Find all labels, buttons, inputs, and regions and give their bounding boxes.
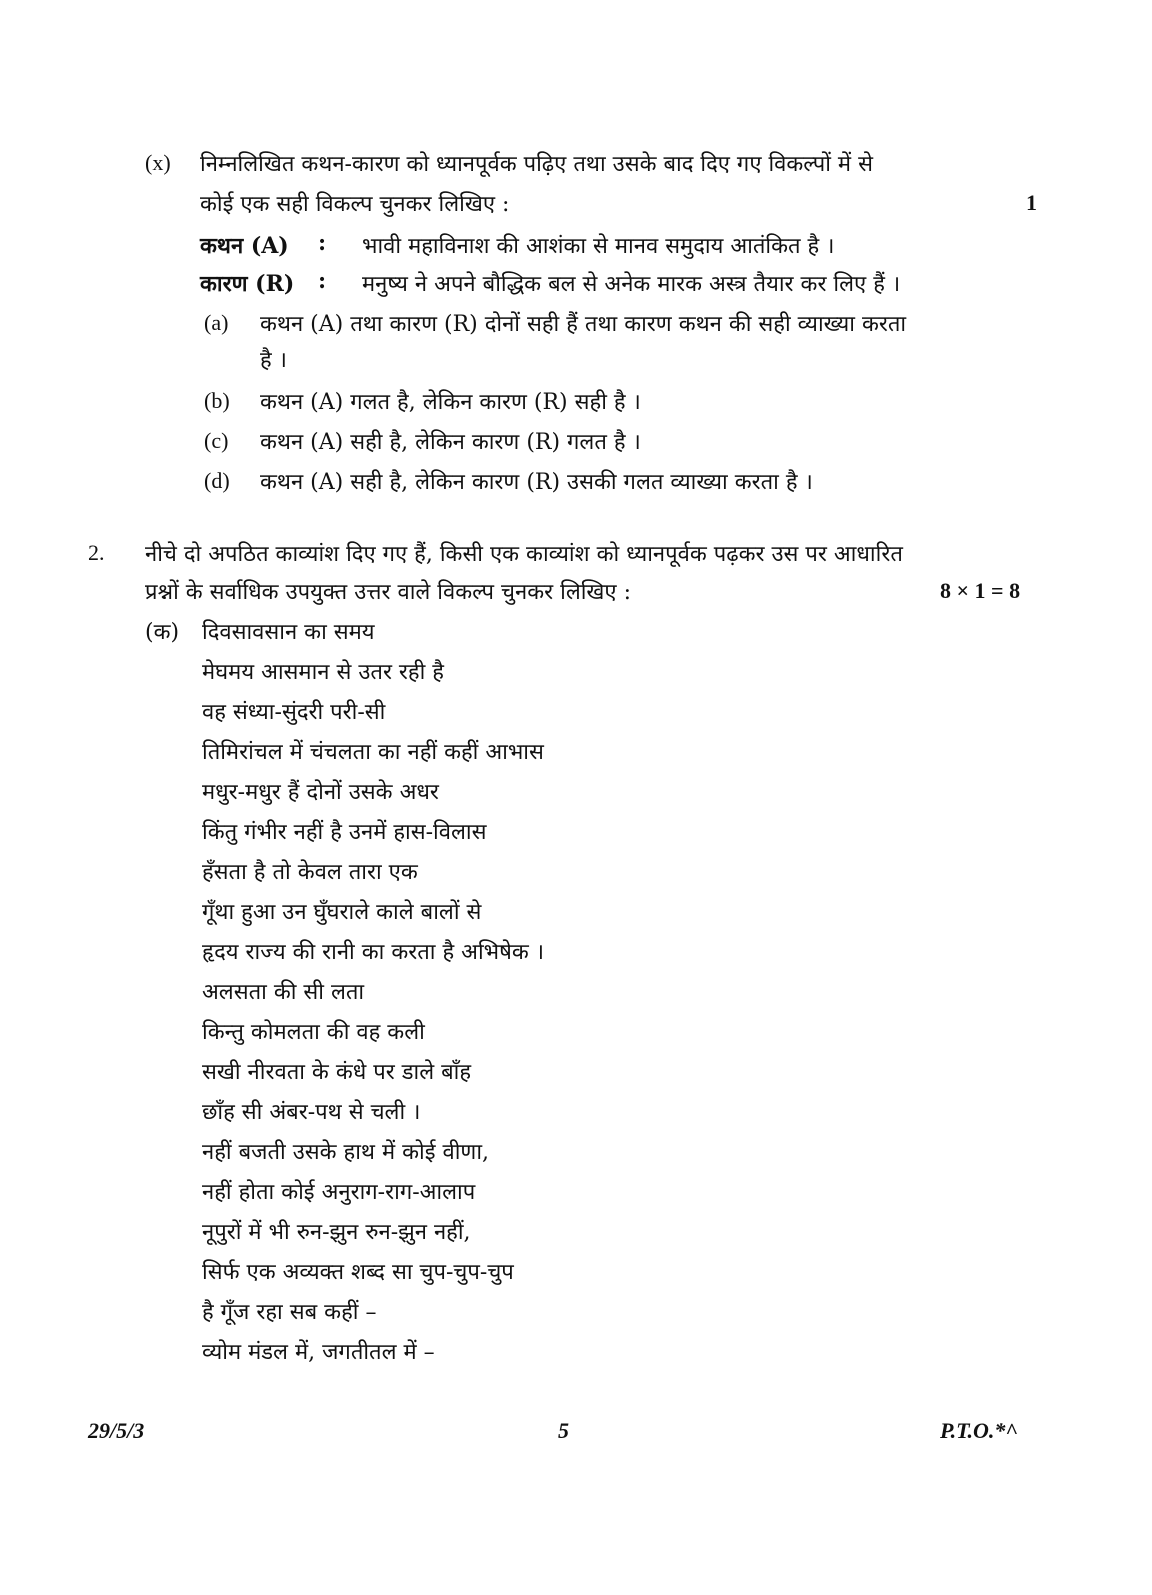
part-label: (क) — [145, 620, 180, 645]
poem-line: गूँथा हुआ उन घुँघराले काले बालों से — [202, 900, 482, 925]
option-text: कथन (A) सही है, लेकिन कारण (R) गलत है । — [260, 430, 641, 455]
assertion-text: भावी महाविनाश की आशंका से मानव समुदाय आतंकित है । — [362, 234, 835, 259]
poem-line: छाँह सी अंबर-पथ से चली । — [202, 1100, 421, 1125]
reason-label: कारण (R) — [200, 271, 295, 297]
question-instruction-line2: प्रश्नों के सर्वाधिक उपयुक्त उत्तर वाले विकल्प चुनकर लिखिए : — [145, 580, 631, 605]
poem-line: सखी नीरवता के कंधे पर डाले बाँह — [202, 1060, 472, 1085]
question-instruction-line1: निम्नलिखित कथन-कारण को ध्यानपूर्वक पढ़िए तथा उसके बाद दिए गए विकल्पों में से — [200, 152, 873, 177]
question-marks: 8 × 1 = 8 — [940, 578, 1021, 603]
poem-line: दिवसावसान का समय — [202, 620, 375, 645]
option-label: (c) — [204, 428, 229, 453]
poem-line: हृदय राज्य की रानी का करता है अभिषेक । — [202, 940, 545, 965]
option-label: (d) — [204, 468, 230, 493]
reason-text: मनुष्य ने अपने बौद्धिक बल से अनेक मारक अस्त्र तैयार कर लिए हैं । — [362, 272, 901, 297]
poem-line: व्योम मंडल में, जगतीतल में – — [202, 1340, 435, 1365]
question-number: (x) — [145, 150, 171, 175]
poem-line: किन्तु कोमलता की वह कली — [202, 1020, 425, 1045]
option-label: (a) — [204, 310, 229, 335]
poem-line: नहीं होता कोई अनुराग-राग-आलाप — [202, 1180, 476, 1205]
poem-line: नूपुरों में भी रुन-झुन रुन-झुन नहीं, — [202, 1220, 471, 1245]
poem-line: मधुर-मधुर हैं दोनों उसके अधर — [202, 780, 439, 805]
question-instruction-line1: नीचे दो अपठित काव्यांश दिए गए हैं, किसी एक काव्यांश को ध्यानपूर्वक पढ़कर उस पर आधारित — [145, 542, 903, 567]
pto-label: P.T.O.*^ — [940, 1418, 1018, 1443]
assertion-colon: : — [318, 230, 327, 256]
option-text: कथन (A) गलत है, लेकिन कारण (R) सही है । — [260, 390, 641, 415]
option-text: कथन (A) तथा कारण (R) दोनों सही हैं तथा कारण कथन की सही व्याख्या करता — [260, 312, 907, 337]
poem-line: अलसता की सी लता — [202, 980, 365, 1005]
poem-line: नहीं बजती उसके हाथ में कोई वीणा, — [202, 1140, 490, 1165]
question-marks: 1 — [1026, 190, 1037, 215]
poem-line: तिमिरांचल में चंचलता का नहीं कहीं आभास — [202, 740, 544, 765]
poem-line: किंतु गंभीर नहीं है उनमें हास-विलास — [202, 820, 487, 845]
paper-code: 29/5/3 — [88, 1418, 145, 1443]
question-instruction-line2: कोई एक सही विकल्प चुनकर लिखिए : — [200, 192, 510, 217]
poem-line: मेघमय आसमान से उतर रही है — [202, 660, 444, 685]
page-number: 5 — [558, 1418, 569, 1443]
question-number: 2. — [88, 540, 105, 565]
poem-line: सिर्फ एक अव्यक्त शब्द सा चुप-चुप-चुप — [202, 1260, 514, 1285]
poem-line: है गूँज रहा सब कहीं – — [202, 1300, 377, 1325]
option-text-continued: है । — [260, 348, 288, 373]
poem-line: वह संध्या-सुंदरी परी-सी — [202, 700, 386, 725]
reason-colon: : — [318, 268, 327, 294]
option-text: कथन (A) सही है, लेकिन कारण (R) उसकी गलत व्याख्या करता है । — [260, 470, 813, 495]
assertion-label: कथन (A) — [200, 233, 289, 259]
poem-line: हँसता है तो केवल तारा एक — [202, 860, 418, 885]
option-label: (b) — [204, 388, 230, 413]
